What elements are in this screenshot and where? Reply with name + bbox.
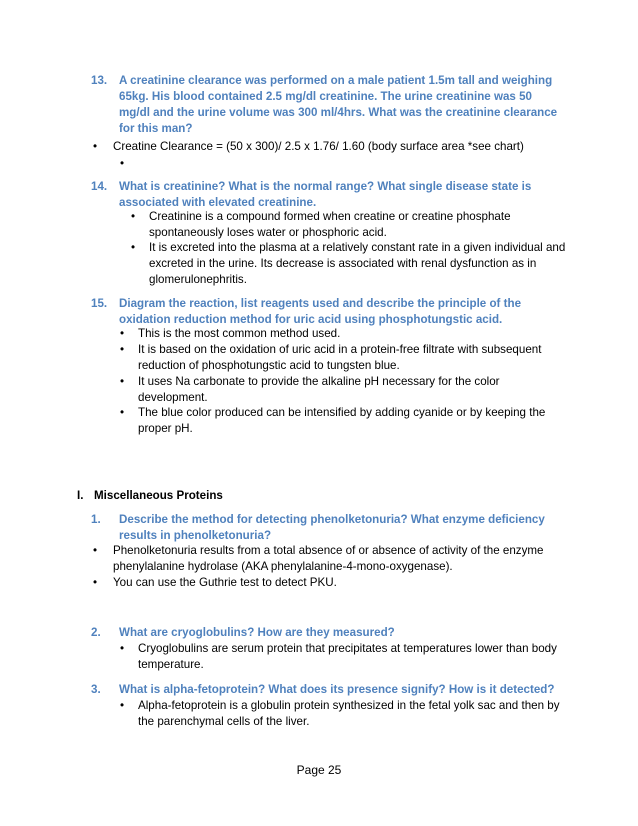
question-number: 2. — [91, 626, 101, 639]
question-number: 14. — [91, 180, 108, 193]
bullet-dot: • — [120, 642, 125, 655]
question-text: Describe the method for detecting phenolketonuria? What enzyme deficiency results in phenolketonuria? — [119, 513, 545, 542]
section-number: I. — [77, 489, 84, 502]
bullet-dot: • — [120, 375, 125, 388]
bullet-dot: • — [120, 327, 125, 340]
bullet-dot: • — [93, 544, 98, 557]
question-number: 15. — [91, 297, 108, 310]
question-text: What are cryoglobulins? How are they measured? — [119, 626, 395, 639]
question-text: Diagram the reaction, list reagents used and describe the principle of the oxidation reduction method for uric acid using phosphotungstic acid. — [119, 297, 522, 326]
bullet-text: Alpha-fetoprotein is a globulin protein synthesized in the fetal yolk sac and then by the parenchymal cells of the liver. — [138, 699, 560, 728]
bullet-text: Creatine Clearance = (50 x 300)/ 2.5 x 1.76/ 1.60 (body surface area *see chart) — [113, 140, 524, 153]
bullet-dot: • — [120, 699, 125, 712]
bullet-dot: • — [131, 241, 136, 254]
question-number: 3. — [91, 683, 101, 696]
question-number: 13. — [91, 74, 108, 87]
page-number: Page 25 — [296, 763, 342, 777]
bullet-text: It is excreted into the plasma at a relatively constant rate in a given individual and excreted in the urine. Its decrease is associated with renal dysfunction as in glomerulonephritis. — [149, 241, 566, 286]
bullet-text: You can use the Guthrie test to detect PKU. — [113, 576, 337, 589]
bullet-text: Creatinine is a compound formed when creatine or creatine phosphate spontaneously loses water or phosphoric acid. — [149, 210, 511, 239]
bullet-text: This is the most common method used. — [138, 327, 341, 340]
question-text: What is alpha-fetoprotein? What does its presence signify? How is it detected? — [119, 683, 555, 696]
bullet-dot: • — [120, 157, 125, 170]
question-text: What is creatinine? What is the normal range? What single disease state is associated with elevated creatinine. — [119, 180, 532, 209]
bullet-text: It is based on the oxidation of uric acid in a protein-free filtrate with subsequent reduction of phosphotungstic acid to tungsten blue. — [138, 343, 542, 372]
bullet-text: Phenolketonuria results from a total absence of or absence of activity of the enzyme phenylalanine hydrolase (AKA phenylalanine-4-mono-oxygenase). — [113, 544, 544, 573]
bullet-text: The blue color produced can be intensified by adding cyanide or by keeping the proper pH. — [138, 406, 546, 435]
bullet-text: It uses Na carbonate to provide the alkaline pH necessary for the color development. — [138, 375, 500, 404]
bullet-dot: • — [93, 140, 98, 153]
bullet-dot: • — [120, 406, 125, 419]
question-text: A creatinine clearance was performed on a male patient 1.5m tall and weighing 65kg. His blood contained 2.5 mg/dl creatinine. The urine creatinine was 50 mg/dl and the urine volume was 300 ml/4hrs. What was the creatinine clearance for this man? — [119, 74, 558, 135]
section-title: Miscellaneous Proteins — [94, 489, 223, 502]
bullet-dot: • — [93, 576, 98, 589]
bullet-dot: • — [120, 343, 125, 356]
question-number: 1. — [91, 513, 101, 526]
bullet-text: Cryoglobulins are serum protein that precipitates at temperatures lower than body temperature. — [138, 642, 557, 671]
bullet-dot: • — [131, 210, 136, 223]
